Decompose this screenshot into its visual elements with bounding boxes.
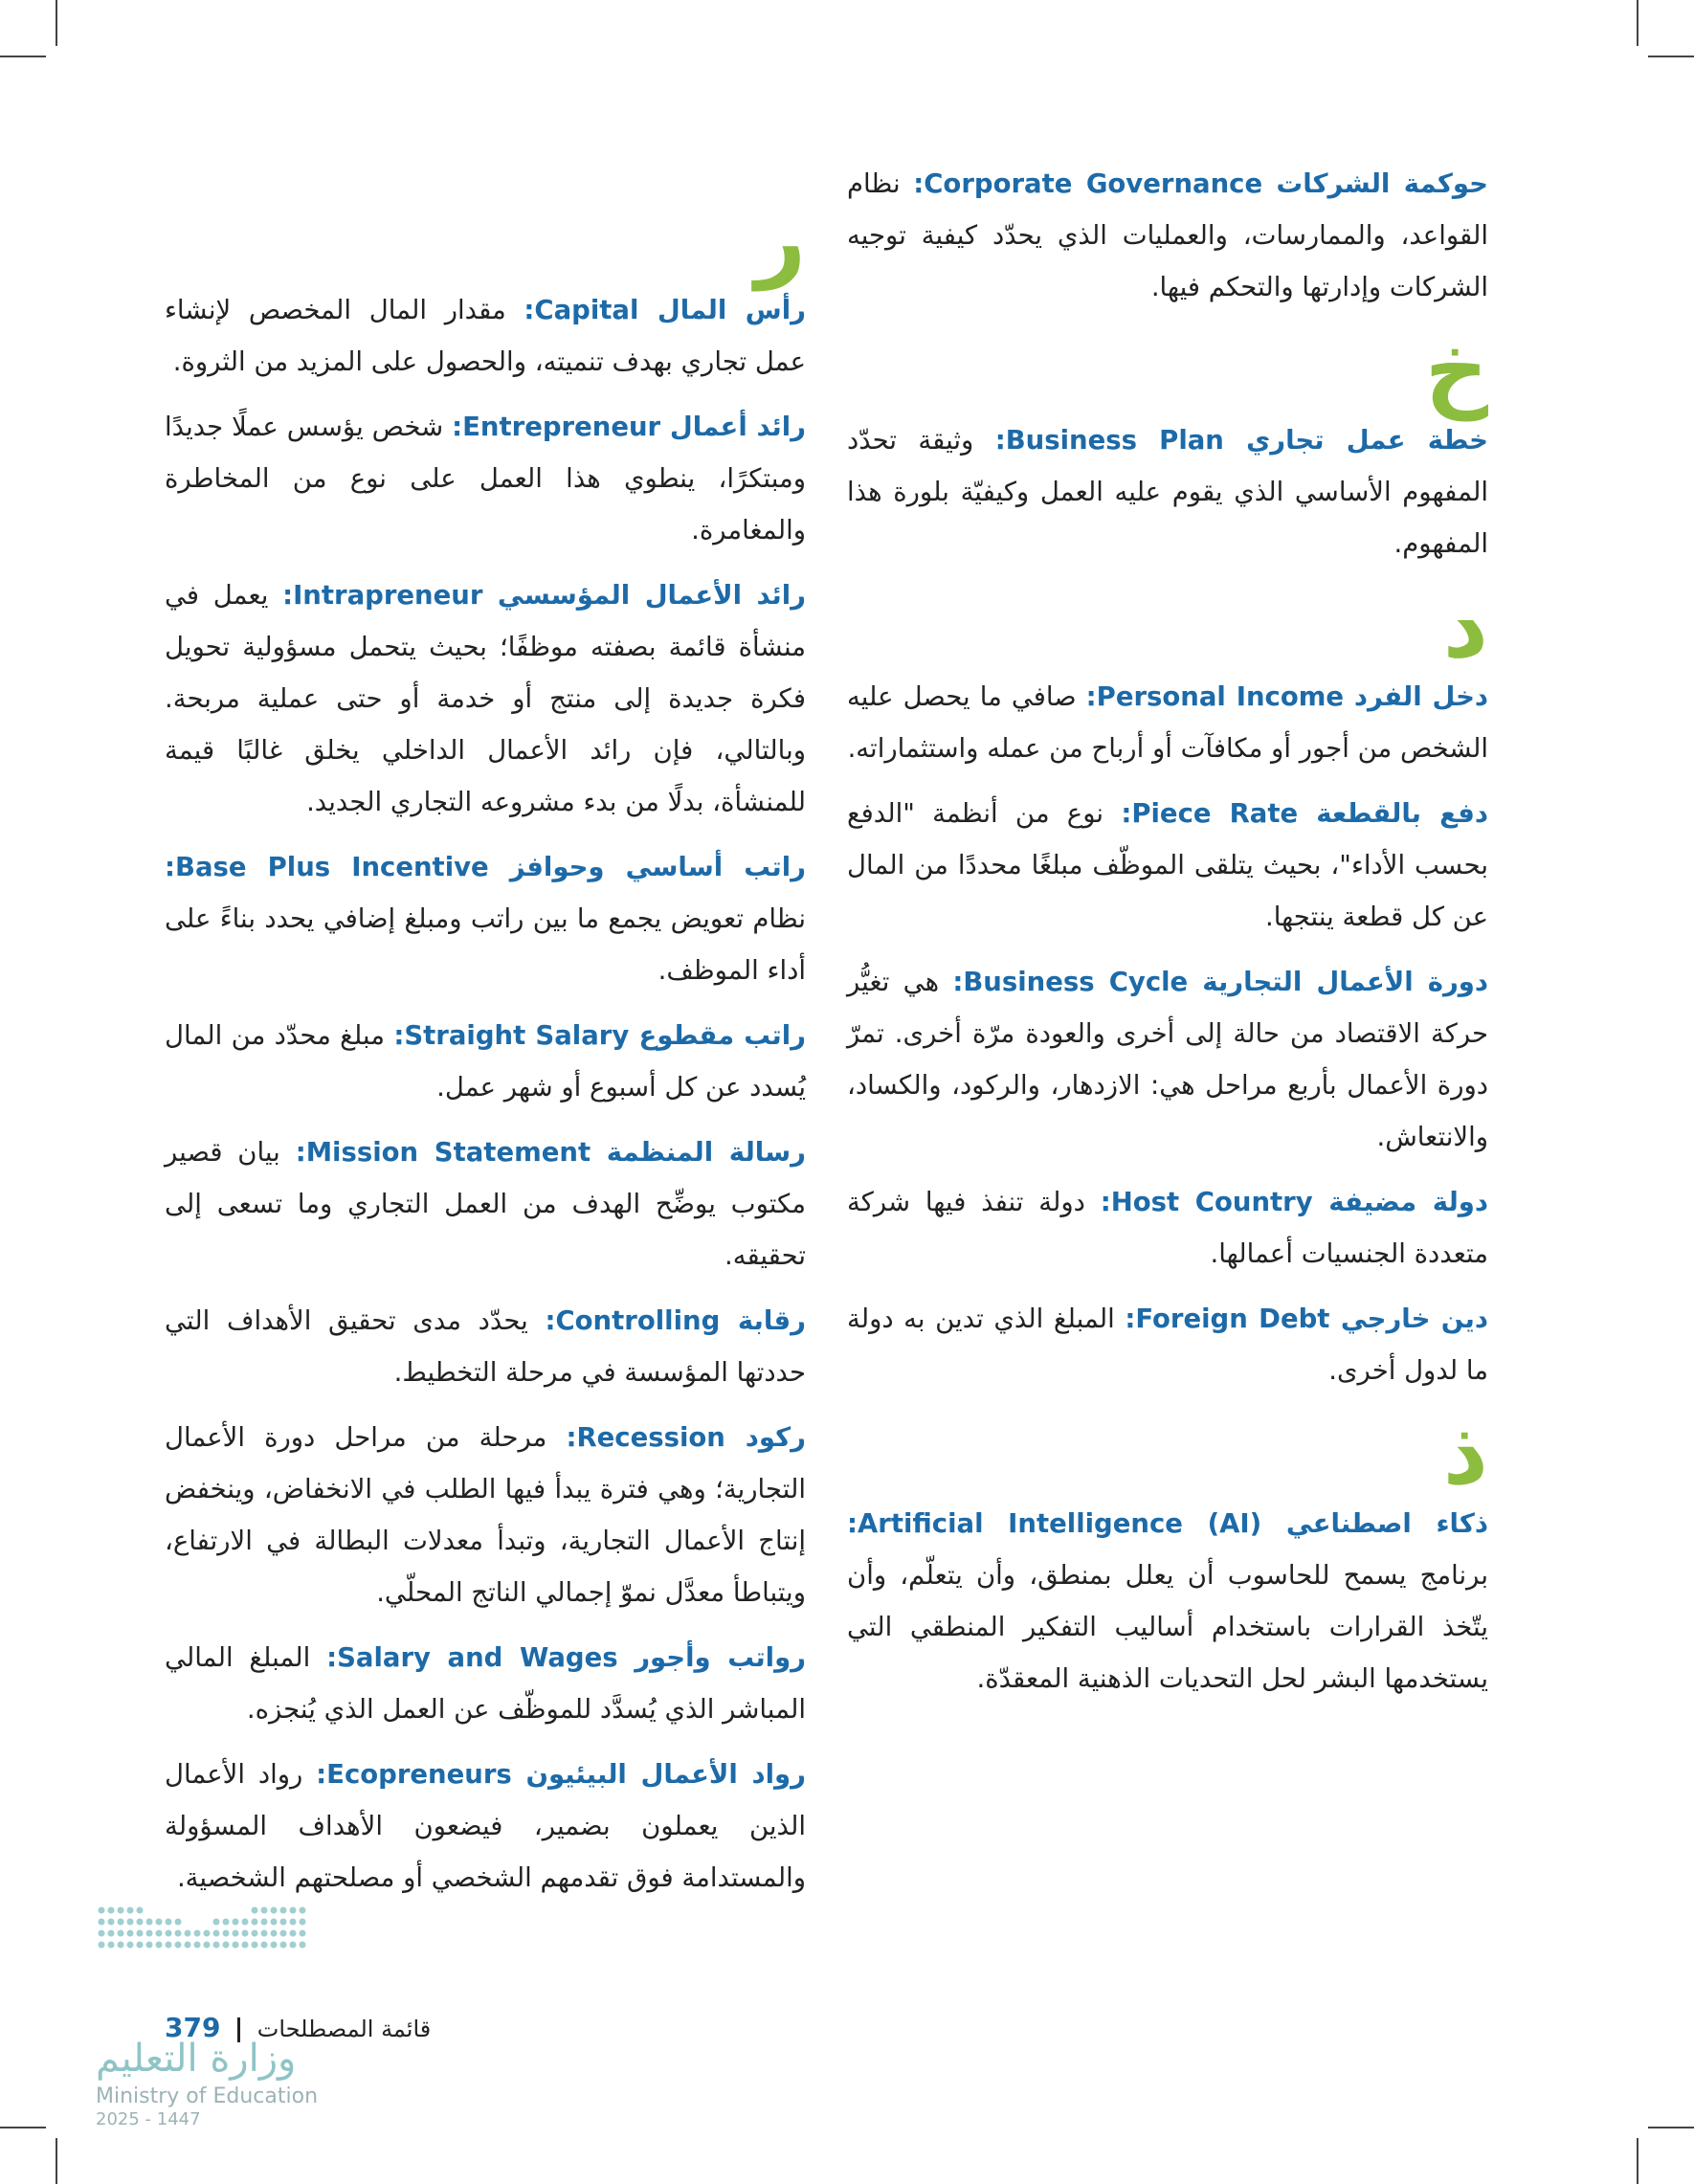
- section-letter: ر: [755, 189, 806, 291]
- logo-dot: [223, 1930, 230, 1937]
- logo-dot: [290, 1919, 297, 1926]
- glossary-term: رائد أعمال Entrepreneur:: [452, 412, 806, 442]
- glossary-term: ذكاء اصطناعي Artificial Intelligence (AI):: [847, 1508, 1488, 1539]
- logo-dot: [137, 1907, 144, 1914]
- glossary-term: رواتب وأجور Salary and Wages:: [326, 1642, 806, 1673]
- logo-dot: [290, 1907, 297, 1914]
- glossary-entry: [847, 1498, 1488, 1705]
- page-number: 379: [165, 2012, 221, 2043]
- logo-dot: [99, 1942, 105, 1949]
- logo-dots-icon: [96, 1905, 316, 1962]
- logo-dot: [185, 1930, 191, 1937]
- logo-dot: [194, 1930, 201, 1937]
- glossary-entry: [165, 841, 806, 996]
- glossary-term: رقابة Controlling:: [545, 1305, 806, 1336]
- logo-dot: [271, 1942, 278, 1949]
- logo-dot: [99, 1907, 105, 1914]
- logo-dot: [166, 1942, 172, 1949]
- glossary-entry: [847, 158, 1488, 313]
- glossary-definition: دولة تنفذ فيها شركة متعددة الجنسيات أعمالها.: [847, 1187, 1488, 1269]
- logo-dot: [290, 1930, 297, 1937]
- glossary-entry: [165, 1749, 806, 1904]
- logo-dot: [261, 1919, 268, 1926]
- logo-dot: [99, 1919, 105, 1926]
- crop-mark-tl-h: [0, 56, 46, 57]
- logo-dot: [261, 1907, 268, 1914]
- glossary-definition: رواد الأعمال الذين يعملون بضمير، فيضعون الأهداف المسؤولة والمستدامة فوق تقدمهم الشخصي أو مصلحتهم الشخصية.: [165, 1759, 806, 1893]
- crop-mark-tr-h: [1648, 56, 1694, 57]
- logo-dot: [213, 1930, 220, 1937]
- glossary-entry: [847, 1176, 1488, 1280]
- glossary-definition: يعمل في منشأة قائمة بصفته موظفًا؛ بحيث يتحمل مسؤولية تحويل فكرة جديدة إلى منتج أو خدمة أو حتى عملية مربحة. وبالتالي، فإن رائد الأعمال الداخلي يخلق غالبًا قيمة للمنشأة، بدلًا من بدء مشروعه التجاري الجديد.: [165, 580, 806, 817]
- ministry-name-ar: وزارة التعليم: [96, 2037, 297, 2081]
- glossary-definition: يحدّد مدى تحقيق الأهداف التي حددتها المؤسسة في مرحلة التخطيط.: [165, 1305, 806, 1388]
- logo-dot: [118, 1919, 124, 1926]
- logo-dot: [271, 1907, 278, 1914]
- logo-dot: [127, 1930, 134, 1937]
- logo-dot: [280, 1930, 287, 1937]
- logo-dot: [300, 1942, 306, 1949]
- glossary-definition: صافي ما يحصل عليه الشخص من أجور أو مكافآت أو أرباح من عمله واستثماراته.: [847, 681, 1488, 764]
- logo-dot: [118, 1907, 124, 1914]
- ministry-logo: [96, 1905, 440, 2115]
- logo-dot: [146, 1942, 153, 1949]
- glossary-definition: نوع من أنظمة "الدفع بحسب الأداء"، بحيث يتلقى الموظّف مبلغًا محددًا من المال عن كل قطعة ينتجها.: [847, 798, 1488, 932]
- glossary-term: راتب أساسي وحوافز Base Plus Incentive:: [165, 852, 807, 882]
- glossary-term: راتب مقطوع Straight Salary:: [393, 1020, 806, 1051]
- logo-dot: [242, 1919, 249, 1926]
- logo-dot: [242, 1942, 249, 1949]
- logo-dot: [280, 1942, 287, 1949]
- section-title: قائمة المصطلحات: [256, 2016, 432, 2042]
- glossary-entry: [165, 1010, 806, 1113]
- logo-dot: [185, 1942, 191, 1949]
- logo-dot: [156, 1919, 163, 1926]
- crop-mark-bl-v: [56, 2138, 57, 2184]
- logo-dot: [156, 1930, 163, 1937]
- logo-dot: [213, 1942, 220, 1949]
- logo-dot: [280, 1907, 287, 1914]
- logo-dot: [137, 1919, 144, 1926]
- glossary-entry: [165, 284, 806, 388]
- glossary-term: رأس المال Capital:: [524, 295, 806, 325]
- glossary-entry: [165, 1126, 806, 1281]
- logo-dot: [223, 1919, 230, 1926]
- logo-dot: [146, 1930, 153, 1937]
- glossary-term: دخل الفرد Personal Income:: [1085, 681, 1489, 712]
- logo-dot: [213, 1919, 220, 1926]
- logo-dot: [137, 1942, 144, 1949]
- logo-dot: [175, 1930, 182, 1937]
- logo-dot: [127, 1907, 134, 1914]
- glossary-definition: بيان قصير مكتوب يوضِّح الهدف من العمل التجاري وما تسعى إلى تحقيقه.: [165, 1137, 806, 1271]
- logo-dot: [280, 1919, 287, 1926]
- logo-dot: [242, 1930, 249, 1937]
- glossary-definition: نظام تعويض يجمع ما بين راتب ومبلغ إضافي يحدد بناءً على أداء الموظف.: [165, 903, 806, 986]
- section-letter: ذ: [1442, 1402, 1488, 1504]
- logo-dot: [252, 1942, 258, 1949]
- logo-dot: [156, 1942, 163, 1949]
- logo-dot: [175, 1942, 182, 1949]
- logo-dot: [233, 1942, 239, 1949]
- glossary-term: حوكمة الشركات Corporate Governance:: [913, 168, 1488, 199]
- glossary-definition: وثيقة تحدّد المفهوم الأساسي الذي يقوم عليه العمل وكيفيّة بلورة هذا المفهوم.: [847, 425, 1488, 559]
- glossary-term: دين خارجي Foreign Debt:: [1125, 1304, 1488, 1334]
- glossary-definition: برنامج يسمح للحاسوب أن يعلل بمنطق، وأن يتعلّم، وأن يتّخذ القرارات باستخدام أساليب التفكير المنطقي التي يستخدمها البشر لحل التحديات الذهنية المعقدّة.: [847, 1560, 1488, 1694]
- logo-dot: [127, 1942, 134, 1949]
- glossary-definition: مقدار المال المخصص لإنشاء عمل تجاري بهدف تنميته، والحصول على المزيد من الثروة.: [165, 295, 806, 377]
- glossary-entry: [847, 414, 1488, 569]
- glossary-column-left: [165, 189, 807, 1917]
- logo-dot: [271, 1919, 278, 1926]
- glossary-term: رواد الأعمال البيئيون Ecopreneurs:: [316, 1759, 806, 1790]
- logo-dot: [108, 1907, 115, 1914]
- logo-dot: [233, 1930, 239, 1937]
- logo-dot: [261, 1942, 268, 1949]
- logo-dot: [252, 1907, 258, 1914]
- glossary-term: دولة مضيفة Host Country:: [1100, 1187, 1488, 1217]
- logo-dot: [166, 1919, 172, 1926]
- glossary-definition: هي تغيُّر حركة الاقتصاد من حالة إلى أخرى والعودة مرّة أخرى. تمرّ دورة الأعمال بأربع مراحل هي: الازدهار، والركود، والكساد، والانتعاش.: [847, 967, 1488, 1152]
- logo-dot: [271, 1930, 278, 1937]
- logo-dot: [300, 1930, 306, 1937]
- glossary-definition: المبلغ المالي المباشر الذي يُسدَّد للموظّف عن العمل الذي يُنجزه.: [165, 1642, 806, 1725]
- glossary-entry: [165, 1412, 806, 1618]
- crop-mark-bl-h: [0, 2127, 46, 2128]
- logo-dot: [118, 1930, 124, 1937]
- crop-mark-tl-v: [56, 0, 57, 46]
- glossary-entry: [165, 1295, 806, 1398]
- section-letter: خ: [1424, 319, 1488, 421]
- logo-dot: [204, 1930, 211, 1937]
- ministry-year: 2025 - 1447: [96, 2109, 201, 2129]
- logo-dot: [300, 1919, 306, 1926]
- logo-dot: [108, 1942, 115, 1949]
- logo-dot: [108, 1919, 115, 1926]
- glossary-entry: [847, 788, 1488, 943]
- logo-dot: [194, 1942, 201, 1949]
- glossary-term: دفع بالقطعة Piece Rate:: [1121, 798, 1488, 829]
- crop-mark-tr-v: [1637, 0, 1638, 46]
- glossary-definition: مرحلة من مراحل دورة الأعمال التجارية؛ وهي فترة يبدأ فيها الطلب في الانخفاض، وينخفض إنتاج الأعمال التجارية، وتبدأ معدلات البطالة في الارتفاع، ويتباطأ معدَّل نموّ إجمالي الناتج المحلّي.: [165, 1422, 806, 1608]
- glossary-entry: [165, 1632, 806, 1735]
- logo-dot: [118, 1942, 124, 1949]
- logo-dot: [166, 1930, 172, 1937]
- logo-dot: [99, 1930, 105, 1937]
- glossary-term: ركود Recession:: [566, 1422, 806, 1453]
- logo-dot: [261, 1930, 268, 1937]
- glossary-definition: المبلغ الذي تدين به دولة ما لدول أخرى.: [847, 1304, 1488, 1386]
- logo-dot: [252, 1919, 258, 1926]
- logo-dot: [108, 1930, 115, 1937]
- logo-dot: [290, 1942, 297, 1949]
- glossary-entry: [847, 671, 1488, 774]
- glossary-entry: [165, 401, 806, 556]
- section-letter: د: [1442, 575, 1488, 678]
- glossary-entry: [847, 956, 1488, 1163]
- glossary-definition: شخص يؤسس عملًا جديدًا ومبتكرًا، ينطوي هذا العمل على نوع من المخاطرة والمغامرة.: [165, 412, 806, 546]
- logo-dot: [252, 1930, 258, 1937]
- logo-dot: [137, 1930, 144, 1937]
- logo-dot: [233, 1919, 239, 1926]
- logo-dot: [175, 1919, 182, 1926]
- glossary-term: رسالة المنظمة Mission Statement:: [295, 1137, 806, 1168]
- logo-dot: [204, 1942, 211, 1949]
- glossary-definition: نظام القواعد، والممارسات، والعمليات الذي يحدّد كيفية توجيه الشركات وإدارتها والتحكم فيها.: [847, 168, 1488, 302]
- logo-dot: [127, 1919, 134, 1926]
- glossary-entry: [165, 569, 806, 828]
- glossary-term: رائد الأعمال المؤسسي Intrapreneur:: [282, 580, 806, 611]
- logo-dot: [223, 1942, 230, 1949]
- crop-mark-br-v: [1637, 2138, 1638, 2184]
- ministry-name-en: Ministry of Education: [96, 2084, 319, 2108]
- logo-dot: [146, 1919, 153, 1926]
- crop-mark-br-h: [1648, 2127, 1694, 2128]
- glossary-entry: [847, 1293, 1488, 1396]
- glossary-definition: مبلغ محدّد من المال يُسدد عن كل أسبوع أو شهر عمل.: [165, 1020, 806, 1103]
- glossary-term: دورة الأعمال التجارية Business Cycle:: [952, 967, 1489, 997]
- logo-dot: [300, 1907, 306, 1914]
- glossary-column-right: [847, 158, 1488, 1718]
- glossary-term: خطة عمل تجاري Business Plan:: [994, 425, 1488, 456]
